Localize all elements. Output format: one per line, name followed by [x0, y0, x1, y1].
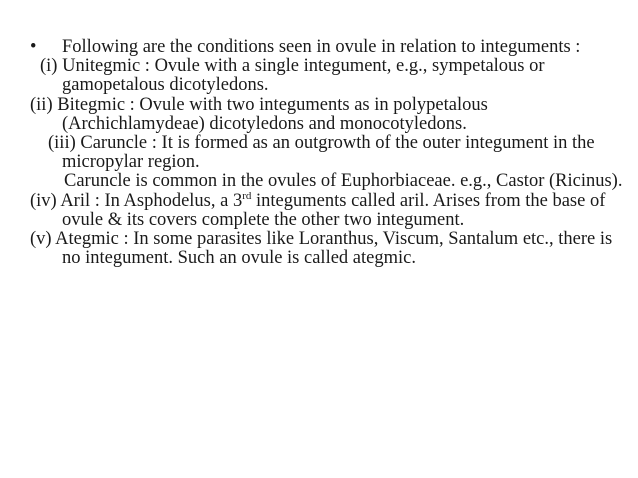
slide-body — [30, 38, 630, 268]
intro-bullet — [30, 38, 630, 57]
intro-text: Following are the conditions seen in ovule in relation to integuments : — [62, 37, 581, 57]
aril-ordinal-superscript: rd — [242, 189, 252, 202]
bitegmic-paragraph: (ii) Bitegmic : Ovule with two integuments as in polypetalous (Archichlamydeae) dicotyledons and monocotyledons. — [30, 94, 488, 134]
unitegmic-paragraph: (i) Unitegmic : Ovule with a single integument, e.g., sympetalous or gamopetalous dicotyledons. — [40, 56, 545, 96]
ategmic-paragraph: (v) Ategmic : In some parasites like Loranthus, Viscum, Santalum etc., there is no integument. Such an ovule is called ategmic. — [30, 229, 613, 269]
aril-text-after: integuments called aril. Arises from the base of ovule & its covers complete the other two integument. — [62, 190, 606, 230]
aril-paragraph — [30, 189, 630, 230]
bullet-icon: • — [30, 37, 37, 57]
caruncle-paragraph: (iii) Caruncle : It is formed as an outgrowth of the outer integument in the micropylar region. — [48, 133, 595, 173]
caruncle-note-paragraph: Caruncle is common in the ovules of Euphorbiaceae. e.g., Castor (Ricinus). — [64, 171, 623, 192]
aril-text-before: (iv) Aril : In Asphodelus, a 3 — [30, 190, 243, 211]
